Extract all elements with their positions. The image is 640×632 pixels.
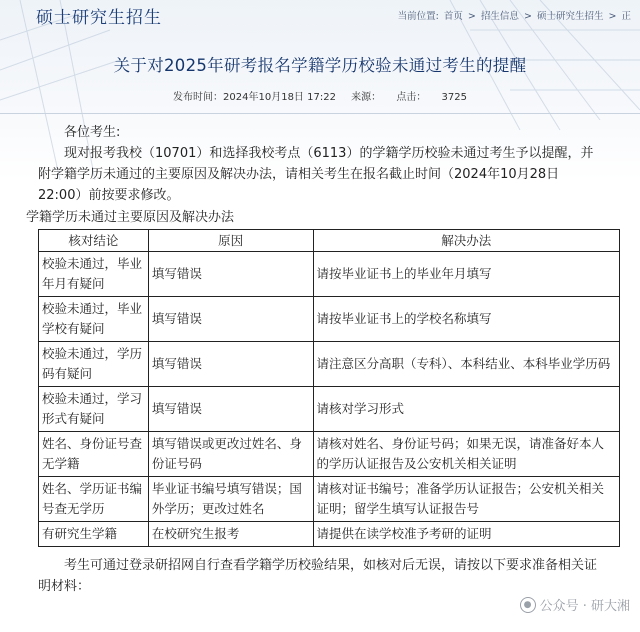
cell-solution: 请按毕业证书上的学校名称填写 — [313, 297, 619, 342]
clicks-label: 点击： — [396, 92, 427, 103]
article-body — [0, 122, 640, 206]
source-label: 来源： — [351, 92, 382, 103]
table-caption: 学籍学历未通过主要原因及解决办法 — [26, 210, 235, 225]
cell-solution: 请核对姓名、身份证号码；如果无误，请准备好本人的学历认证报告及公安机关相关证明 — [313, 432, 619, 477]
cell-solution: 请提供在读学校准予考研的证明 — [313, 522, 619, 547]
cell-reason: 填写错误 — [148, 342, 313, 387]
table-row — [39, 342, 620, 387]
intro-paragraph: 现对报考我校（10701）和选择我校考点（6113）的学籍学历校验未通过考生予以提醒，并附学籍学历未通过的主要原因及解决办法，请相关考生在报名截止时间（2024年10月28日22:00）前按要求修改。 — [38, 146, 594, 203]
greeting: 各位考生: — [64, 125, 121, 140]
table-row — [39, 387, 620, 432]
table-row — [39, 432, 620, 477]
watermark — [520, 595, 630, 614]
article-title: 关于对2025年研考报名学籍学历校验未通过考生的提醒 — [113, 56, 527, 75]
table-header-row — [39, 230, 620, 252]
table-row — [39, 477, 620, 522]
header-conclusion: 核对结论 — [39, 230, 149, 252]
breadcrumb-admissions-info[interactable]: 招生信息 — [480, 11, 519, 22]
cell-reason: 填写错误 — [148, 297, 313, 342]
click-count: 3725 — [441, 92, 467, 103]
breadcrumb-separator: > — [523, 11, 532, 22]
cell-solution: 请注意区分高职（专科）、本科结业、本科毕业学历码 — [313, 342, 619, 387]
divider — [0, 113, 640, 114]
table-row — [39, 297, 620, 342]
breadcrumb-prefix: 当前位置: — [397, 11, 439, 22]
cell-conclusion: 校验未通过，学历码有疑问 — [39, 342, 149, 387]
cell-reason: 填写错误或更改过姓名、身份证号码 — [148, 432, 313, 477]
site-title[interactable]: 硕士研究生招生 — [36, 7, 162, 28]
cell-solution: 请核对学习形式 — [313, 387, 619, 432]
breadcrumb-current[interactable]: 正 — [621, 11, 631, 22]
cell-reason: 填写错误 — [148, 387, 313, 432]
article — [0, 30, 640, 597]
cell-reason: 在校研究生报考 — [148, 522, 313, 547]
article-meta — [0, 88, 640, 103]
watermark-text: 公众号 · 研大湘 — [539, 599, 630, 614]
breadcrumb-home[interactable]: 首页 — [443, 11, 463, 22]
header-solution: 解决办法 — [313, 230, 619, 252]
breadcrumb-masters-admission[interactable]: 硕士研究生招生 — [536, 11, 604, 22]
cell-reason: 填写错误 — [148, 252, 313, 297]
table-row — [39, 252, 620, 297]
cell-reason: 毕业证书编号填写错误；国外学历；更改过姓名 — [148, 477, 313, 522]
cell-conclusion: 有研究生学籍 — [39, 522, 149, 547]
cell-solution: 请核对证书编号；准备学历认证报告；公安机关相关证明；留学生填写认证报告号 — [313, 477, 619, 522]
cell-conclusion: 校验未通过，学习形式有疑问 — [39, 387, 149, 432]
header-reason: 原因 — [148, 230, 313, 252]
publish-time: 发布时间：2024年10月18日 17:22 — [173, 92, 336, 103]
reasons-table — [38, 229, 620, 547]
cell-conclusion: 校验未通过，毕业年月有疑问 — [39, 252, 149, 297]
cell-solution: 请按毕业证书上的毕业年月填写 — [313, 252, 619, 297]
top-bar — [0, 0, 640, 30]
cell-conclusion: 姓名、学历证书编号查无学历 — [39, 477, 149, 522]
cell-conclusion: 校验未通过，毕业学校有疑问 — [39, 297, 149, 342]
table-row — [39, 522, 620, 547]
breadcrumb — [397, 8, 632, 22]
wechat-icon: ● — [520, 597, 536, 613]
footer-paragraph: 考生可通过登录研招网自行查看学籍学历校验结果，如核对后无误，请按以下要求准备相关证明材料： — [38, 558, 598, 594]
cell-conclusion: 姓名、身份证号查无学籍 — [39, 432, 149, 477]
article-footer — [0, 555, 640, 597]
breadcrumb-separator: > — [467, 11, 476, 22]
breadcrumb-separator: > — [608, 11, 617, 22]
